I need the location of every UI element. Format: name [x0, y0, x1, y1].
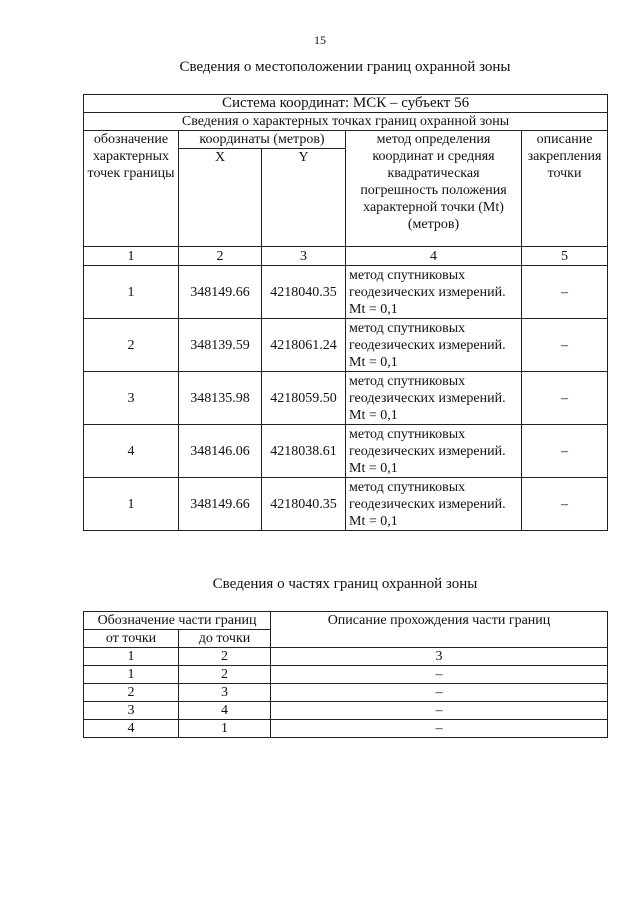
column-number: 1: [84, 247, 179, 266]
page-title: Сведения о местоположении границ охранной зоны: [179, 59, 511, 75]
fixation-description: –: [522, 478, 608, 531]
x-coordinate: 348149.66: [179, 266, 262, 319]
fixation-description: –: [522, 425, 608, 478]
to-point: 2: [179, 666, 271, 684]
column-number: 5: [522, 247, 608, 266]
x-coordinate: 348146.06: [179, 425, 262, 478]
method-description: метод спутниковых геодезических измерений. Mt = 0,1: [346, 266, 522, 319]
part-description-header: Описание прохождения части границ: [271, 612, 608, 648]
page-number: 15: [314, 33, 326, 47]
y-column-header: Y: [262, 149, 346, 247]
method-description: метод спутниковых геодезических измерений. Mt = 0,1: [346, 319, 522, 372]
table-row: [84, 720, 608, 738]
from-point: 3: [84, 702, 179, 720]
point-designation: 3: [84, 372, 179, 425]
designation-column-header: обозначение характерных точек границы: [84, 131, 179, 247]
part-description: –: [271, 720, 608, 738]
x-coordinate: 348149.66: [179, 478, 262, 531]
points-info-header: Сведения о характерных точках границ охранной зоны: [84, 113, 608, 131]
coordinate-system-header: Система координат: МСК – субъект 56: [84, 95, 608, 113]
column-number: 3: [271, 648, 608, 666]
table-row: [84, 478, 608, 531]
y-coordinate: 4218038.61: [262, 425, 346, 478]
x-column-header: X: [179, 149, 262, 247]
table-row: [84, 702, 608, 720]
table-row: [84, 319, 608, 372]
method-description: метод спутниковых геодезических измерений. Mt = 0,1: [346, 372, 522, 425]
table-row: [84, 372, 608, 425]
description-column-header: описание закрепления точки: [522, 131, 608, 247]
y-coordinate: 4218061.24: [262, 319, 346, 372]
point-designation: 4: [84, 425, 179, 478]
from-point-header: от точки: [84, 630, 179, 648]
x-coordinate: 348139.59: [179, 319, 262, 372]
point-designation: 1: [84, 478, 179, 531]
y-coordinate: 4218040.35: [262, 266, 346, 319]
part-description: –: [271, 666, 608, 684]
table-row: [84, 425, 608, 478]
to-point: 4: [179, 702, 271, 720]
table-row: [84, 266, 608, 319]
from-point: 1: [84, 666, 179, 684]
to-point-header: до точки: [179, 630, 271, 648]
part-description: –: [271, 684, 608, 702]
from-point: 2: [84, 684, 179, 702]
point-designation: 2: [84, 319, 179, 372]
from-point: 4: [84, 720, 179, 738]
method-description: метод спутниковых геодезических измерений. Mt = 0,1: [346, 425, 522, 478]
column-number: 4: [346, 247, 522, 266]
to-point: 3: [179, 684, 271, 702]
section-subtitle: Сведения о частях границ охранной зоны: [212, 576, 478, 592]
column-number: 3: [262, 247, 346, 266]
column-number: 1: [84, 648, 179, 666]
table-row: [84, 666, 608, 684]
method-description: метод спутниковых геодезических измерений. Mt = 0,1: [346, 478, 522, 531]
part-designation-header: Обозначение части границ: [84, 612, 271, 630]
fixation-description: –: [522, 319, 608, 372]
to-point: 1: [179, 720, 271, 738]
column-number: 2: [179, 648, 271, 666]
table-row: [84, 684, 608, 702]
boundary-parts-table: [83, 611, 608, 738]
column-number: 2: [179, 247, 262, 266]
fixation-description: –: [522, 372, 608, 425]
coordinates-column-header: координаты (метров): [179, 131, 346, 149]
x-coordinate: 348135.98: [179, 372, 262, 425]
y-coordinate: 4218059.50: [262, 372, 346, 425]
method-column-header: метод определения координат и средняя квадратическая погрешность положения характерной точки (Mt) (метров): [346, 131, 522, 247]
point-designation: 1: [84, 266, 179, 319]
boundary-points-table: [83, 94, 608, 531]
fixation-description: –: [522, 266, 608, 319]
y-coordinate: 4218040.35: [262, 478, 346, 531]
part-description: –: [271, 702, 608, 720]
